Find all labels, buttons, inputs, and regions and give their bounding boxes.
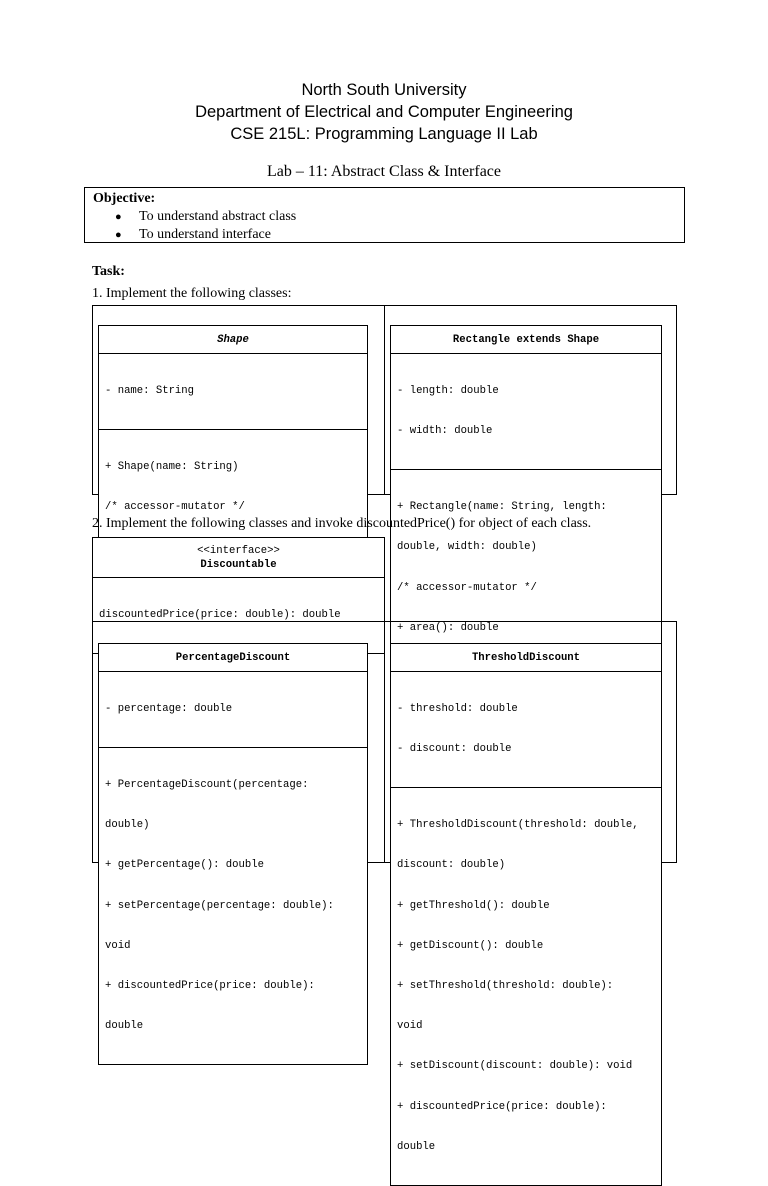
- field-line: - name: String: [105, 384, 195, 397]
- method-line: + PercentageDiscount(percentage:: [105, 778, 309, 791]
- field-line: - discount: double: [397, 743, 512, 756]
- method-line: + setThreshold(threshold: double):: [397, 979, 614, 992]
- class-name: ThresholdDiscount: [391, 644, 661, 672]
- class-name: Shape: [99, 326, 367, 354]
- method-line: discount: double): [397, 859, 506, 872]
- objective-list: [93, 208, 676, 244]
- objective-label: Objective:: [93, 191, 156, 206]
- lab-title: Lab – 11: Abstract Class & Interface: [267, 163, 501, 180]
- method-line: + setDiscount(discount: double): void: [397, 1060, 633, 1073]
- class-fields: [391, 672, 661, 787]
- method-line: + getPercentage(): double: [105, 859, 264, 872]
- class-fields: [99, 672, 367, 747]
- method-line: + getThreshold(): double: [397, 899, 550, 912]
- class-name: PercentageDiscount: [99, 644, 367, 672]
- method-line: double: [397, 1140, 436, 1153]
- uml-class-percentage-discount: [98, 643, 368, 1065]
- class-fields: [99, 354, 367, 429]
- method-line: void: [397, 1020, 423, 1033]
- frame-divider: [384, 306, 385, 494]
- method-line: discountedPrice(price: double): double: [99, 608, 341, 621]
- method-line: double, width: double): [397, 541, 537, 554]
- field-line: - percentage: double: [105, 702, 233, 715]
- method-line: double): [105, 819, 150, 832]
- method-line: + ThresholdDiscount(threshold: double,: [397, 819, 639, 832]
- class-methods: [99, 747, 367, 1064]
- field-line: - length: double: [397, 384, 499, 397]
- course-title: CSE 215L: Programming Language II Lab: [230, 125, 538, 143]
- class-fields: [391, 354, 661, 469]
- method-line: + area(): double: [397, 621, 499, 634]
- method-line: + discountedPrice(price: double):: [105, 979, 315, 992]
- method-line: /* accessor-mutator */: [105, 501, 245, 514]
- interface-stereotype: <<interface>>: [197, 544, 280, 557]
- method-line: + setPercentage(percentage: double):: [105, 899, 334, 912]
- university-name: North South University: [301, 81, 467, 99]
- class-name: Rectangle extends Shape: [391, 326, 661, 354]
- method-line: + Rectangle(name: String, length:: [397, 501, 607, 514]
- method-line: + getDiscount(): double: [397, 939, 544, 952]
- department-name: Department of Electrical and Computer Engineering: [195, 103, 573, 121]
- class-methods: [391, 787, 661, 1185]
- method-line: + Shape(name: String): [105, 460, 239, 473]
- uml-class-threshold-discount: [390, 643, 662, 1186]
- method-line: double: [105, 1020, 144, 1033]
- field-line: - width: double: [397, 425, 493, 438]
- interface-header: [93, 538, 384, 578]
- objective-box: [84, 187, 685, 243]
- document-header: [0, 80, 768, 145]
- method-line: + discountedPrice(price: double):: [397, 1100, 607, 1113]
- method-line: void: [105, 939, 131, 952]
- task-label: Task:: [92, 264, 125, 279]
- class-name: Discountable: [200, 558, 277, 571]
- objective-item: ● To understand abstract class: [115, 208, 676, 226]
- method-line: /* accessor-mutator */: [397, 581, 537, 594]
- field-line: - threshold: double: [397, 702, 518, 715]
- task-step-2: 2. Implement the following classes and invoke discountedPrice() for object of each class.: [92, 516, 592, 531]
- frame-divider: [384, 622, 385, 862]
- task-step-1: 1. Implement the following classes:: [92, 286, 292, 301]
- objective-item: ● To understand interface: [115, 226, 676, 244]
